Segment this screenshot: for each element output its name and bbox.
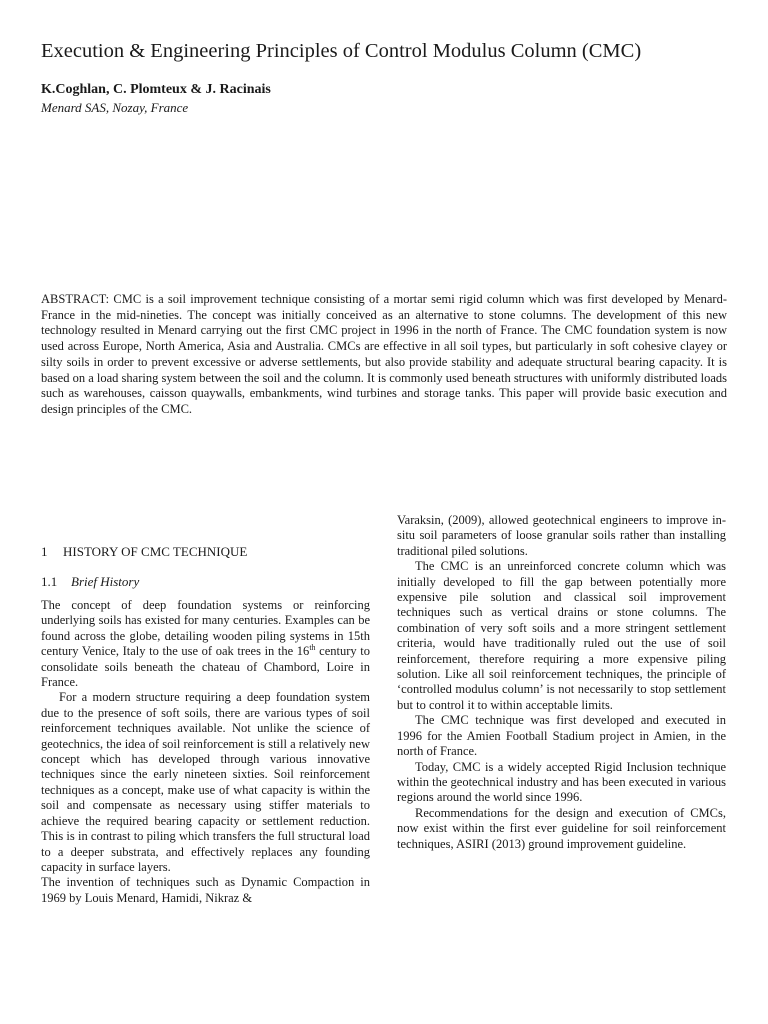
abstract: ABSTRACT: CMC is a soil improvement technique consisting of a mortar semi rigid column which was first developed by Menard-France in the mid-nineties. The concept was initially conceived as an alternative to stone columns. The development of this new technology resulted in Menard carrying out the first CMC project in 1996 in the north of France. The CMC foundation system is now used across Europe, North America, Asia and Australia. CMCs are effective in all soil types, but particularly in soft cohesive clayey or silty soils in order to prevent excessive or adverse settlements, but also provide stability and adequate structural bearing capacity. It is based on a load sharing system between the soil and the column. It is commonly used beneath structures with uniformly distributed loads such as warehouses, caisson quaywalls, embankments, wind turbines and storage tanks. This paper will provide basic execution and design principles of the CMC. [41,292,727,416]
paragraph: The CMC is an unreinforced concrete column which was initially developed to fill the gap between potentially more expensive pile solution and classical soil improvement techniques such as vertical drains or stone columns. The combination of very soft soils and a more stringent settlement criteria, would have traditionally ruled out the use of soil reinforcement, therefore requiring a more expensive piling solution. Like all soil reinforcement techniques, the principle of ‘controlled modulus column’ is not necessarily to stop settlement but to control it to within acceptable limits. [397,559,726,712]
section-heading [41,544,370,560]
paragraph-text: The concept of deep foundation systems or reinforcing underlying soils has existed for many centuries. Examples can be found across the globe, detailing wooden piling systems in 15th century Venice, Italy to the use of oak trees in the 16 [41,598,370,659]
paragraph: Today, CMC is a widely accepted Rigid Inclusion technique within the geotechnical industry and has been executed in various regions around the world since 1996. [397,759,726,805]
affiliation: Menard SAS, Nozay, France [41,100,189,115]
subsection-number: 1.1 [41,574,58,589]
left-column [41,544,370,906]
paragraph: For a modern structure requiring a deep foundation system due to the presence of soft soils, there are various types of soil reinforcement techniques available. Not unlike the science of geotechnics, the idea of soil reinforcement is still a relatively new concept which has developed through various innovative techniques since the early nineteen sixties. Soil reinforcement techniques as a concept, make use of what capacity is within the soil and compensate as necessary using stiffer materials to achieve the required bearing capacity or settlement reduction. This is in contrast to piling which transfers the full structural load to a deeper substrata, and effectively replaces any founding capacity in surface layers. [41,690,370,874]
section-number: 1 [41,544,48,559]
paragraph: The invention of techniques such as Dynamic Compaction in 1969 by Louis Menard, Hamidi, Nikraz & [41,875,370,905]
paragraph: Recommendations for the design and execution of CMCs, now exist within the first ever guideline for soil reinforcement techniques, ASIRI (2013) ground improvement guideline. [397,805,726,851]
superscript: th [309,643,316,653]
paragraph: Varaksin, (2009), allowed geotechnical engineers to improve in-situ soil parameters of loose granular soils rather than installing traditional piled solutions. [397,513,726,558]
paragraph-text: century to consolidate soils beneath the chateau of Chambord, Loire in France. [41,644,370,690]
paragraph: The CMC technique was first developed and executed in 1996 for the Amien Football Stadium project in Amien, in the north of France. [397,713,726,759]
section-title: HISTORY OF CMC TECHNIQUE [63,544,248,559]
paragraph [41,598,370,690]
authors: K.Coghlan, C. Plomteux & J. Racinais [41,82,271,97]
subsection-title: Brief History [71,574,140,589]
subsection-heading [41,574,370,590]
paper-title: Execution & Engineering Principles of Control Modulus Column (CMC) [41,40,642,62]
right-column [397,513,726,852]
